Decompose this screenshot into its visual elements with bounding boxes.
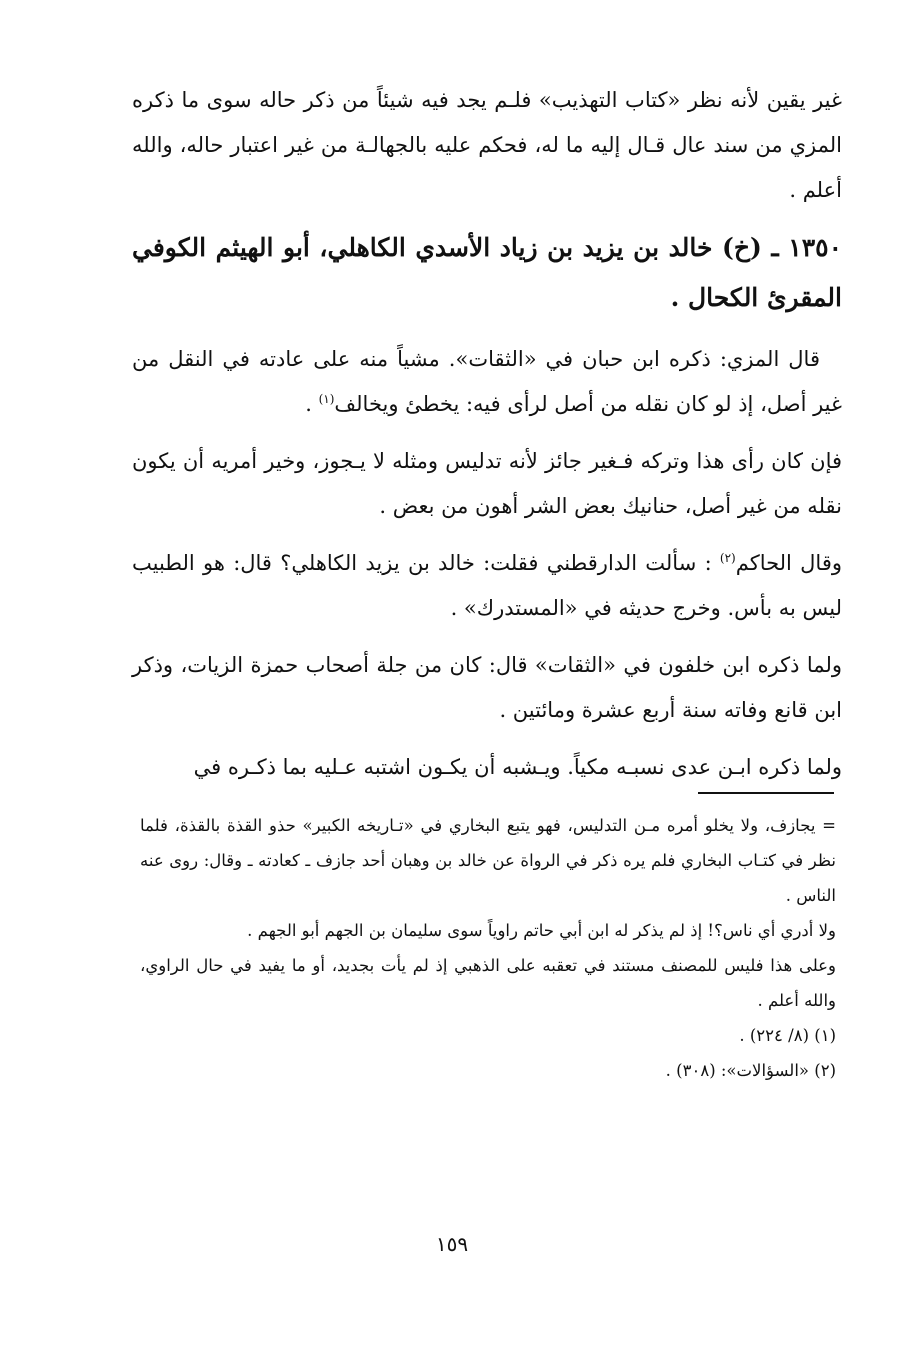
paragraph-mizzi-text: قال المزي: ذكره ابن حبان في «الثقات». مشياً منه على عادته في النقل من غير أصل، إذ لو كان نقله من أصل لرأى فيه: يخطئ ويخالف [132,347,842,416]
footnote-ref-1[interactable]: (١) [318,392,335,406]
footnote-continuation-2: ولا أدري أي ناس؟! إذ لم يذكر له ابن أبي حاتم راوياً سوى سليمان بن الجهم أبو الجهم . [247,921,836,940]
page-number: ١٥٩ [435,1232,469,1256]
footnotes [140,808,836,1088]
paragraph-tadlis: فإن كان رأى هذا وتركه فـغير جائز لأنه تدليس ومثله لا يـجوز، وخير أمريه أن يكون نقله من غير أصل، حنانيك بعض الشر أهون من بعض . [132,449,843,518]
paragraph-mizzi [132,337,842,427]
main-text [132,78,842,802]
footnote-continuation-1: = يجازف، ولا يخلو أمره مـن التدليس، فهو يتبع البخاري في «تـاريخه الكبير» حذو القذة بالقذة، فلما نظر في كتـاب البخاري فلم يره ذكر في الرواة عن خالد بن وهبان أحد جازف ـ كعادته ـ وقال: روى عنه الناس . [140,816,836,905]
paragraph-adi: ولما ذكره ابـن عدى نسبـه مكياً. ويـشبه أن يكـون اشتبه عـليه بما ذكـره في [193,755,842,779]
paragraph-mizzi-end: . [305,392,319,416]
paragraph-khalfun: ولما ذكره ابن خلفون في «الثقات» قال: كان من جلة أصحاب حمزة الزيات، وذكر ابن قانع وفاته سنة أربع عشرة ومائتين . [132,653,842,722]
footnote-1: (١) (٨/ ٢٢٤) . [739,1026,836,1045]
paragraph-hakim-start: وقال الحاكم [735,551,842,575]
footnote-ref-2[interactable]: (٢) [719,551,736,565]
paragraph-continuation: غير يقين لأنه نظر «كتاب التهذيب» فلـم يجد فيه شيئاً من ذكر حاله سوى ما ذكره المزي من سند عال قـال إليه ما له، فحكم عليه بالجهالـة من غير اعتبار حاله، والله أعلم . [132,88,842,202]
footnote-separator [698,792,834,794]
footnote-2: (٢) «السؤالات»: (٣٠٨) . [665,1061,836,1080]
footnote-continuation-3: وعلى هذا فليس للمصنف مستند في تعقبه على الذهبي إذ لم يأت بجديد، أو ما يفيد في حال الراوي، والله أعلم . [140,956,836,1010]
paragraph-hakim [132,541,842,631]
entry-heading: ١٣٥٠ ـ (خ) خالد بن يزيد بن زياد الأسدي الكاهلي، أبو الهيثم الكوفي المقرئ الكحال . [132,233,842,312]
paragraph-hakim-rest: : سألت الدارقطني فقلت: خالد بن يزيد الكاهلي؟ قال: هو الطبيب ليس به بأس. وخرج حديثه في «المستدرك» . [132,551,842,620]
